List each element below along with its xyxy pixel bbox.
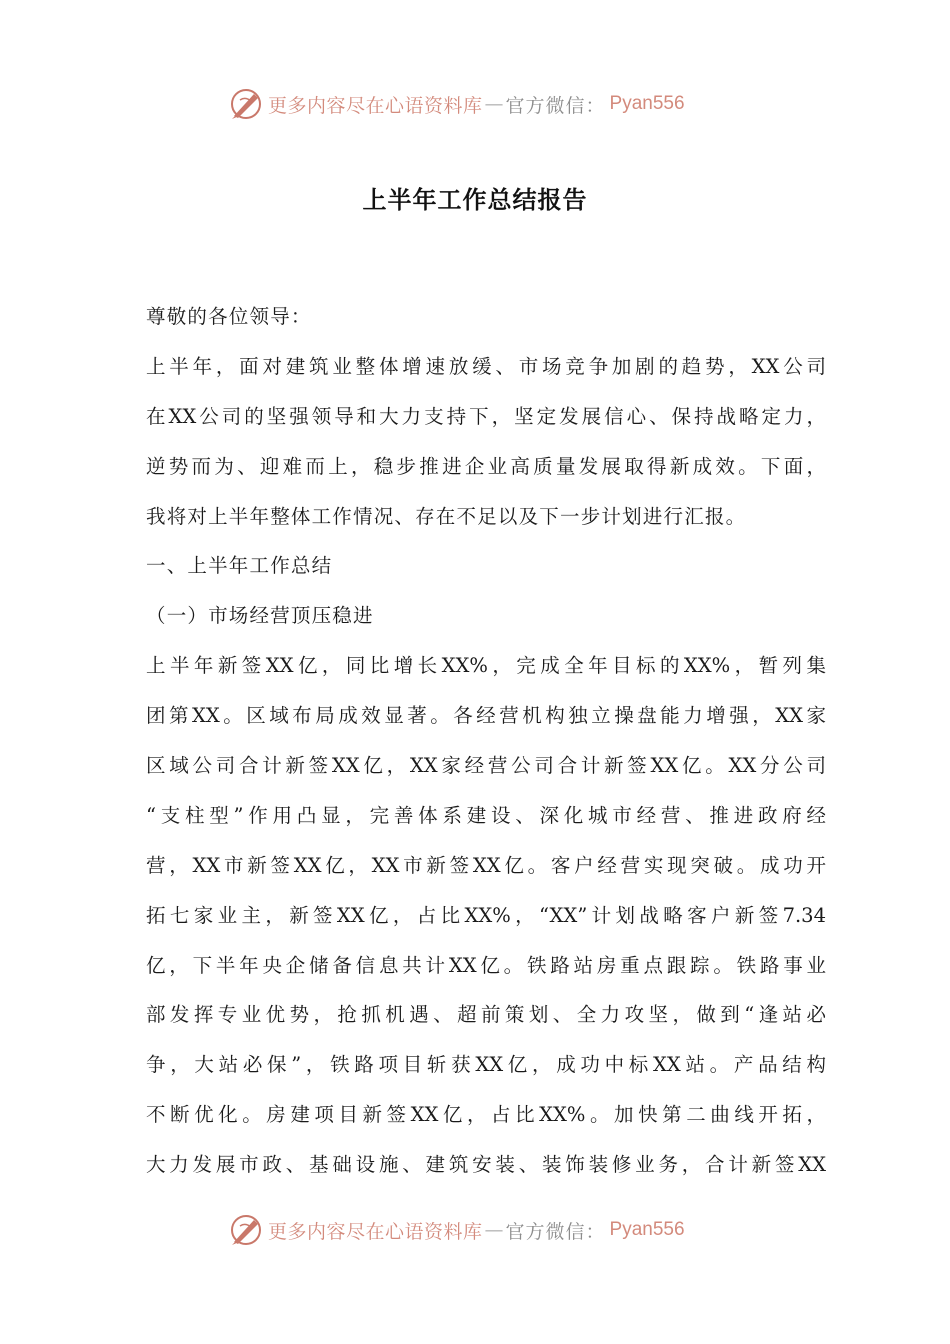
- text-line: 上半年新签XX亿，同比增长XX%，完成全年目标的XX%，暂列集: [146, 654, 826, 678]
- text-line: 拓七家业主，新签XX亿，占比XX%，“XX”计划战略客户新签7.34: [146, 903, 826, 927]
- watermark-wechat-id: Pyan556: [609, 93, 685, 114]
- text-line: 不断优化。房建项目新签XX亿，占比XX%。加快第二曲线开拓，: [146, 1103, 826, 1127]
- text-line: 区域公司合计新签XX亿，XX家经营公司合计新签XX亿。XX分公司: [146, 754, 826, 778]
- text-line: 逆势而为、迎难而上，稳步推进企业高质量发展取得新成效。下面，: [146, 454, 826, 478]
- pen-circle-logo-icon: [228, 1212, 264, 1248]
- pen-circle-logo-icon: [228, 86, 264, 122]
- header-watermark: [228, 84, 788, 124]
- watermark-separator: —: [484, 93, 504, 115]
- text-line: “支柱型”作用凸显，完善体系建设、深化城市经营、推进政府经: [146, 803, 826, 827]
- text-line: 上半年，面对建筑业整体增速放缓、市场竞争加剧的趋势，XX公司: [146, 354, 826, 378]
- text-line: 部发挥专业优势，抢抓机遇、超前策划、全力攻坚，做到“逢站必: [146, 1003, 826, 1027]
- text-line: 营，XX市新签XX亿，XX市新签XX亿。客户经营实现突破。成功开: [146, 853, 826, 877]
- text-line: 大力发展市政、基础设施、建筑安装、装饰装修业务，合计新签XX: [146, 1153, 826, 1177]
- text-line: 在XX公司的坚强领导和大力支持下，坚定发展信心、保持战略定力，: [146, 404, 826, 428]
- section-heading: 一、上半年工作总结: [146, 554, 333, 578]
- text-line: 尊敬的各位领导：: [146, 305, 312, 328]
- subsection-heading: （一）市场经营顶压稳进: [146, 604, 374, 628]
- watermark-separator: —: [484, 1219, 504, 1241]
- watermark-wechat-id: Pyan556: [609, 1219, 685, 1240]
- watermark-wechat-label: 官方微信：: [505, 94, 606, 117]
- text-line: 团第XX。区域布局成效显著。各经营机构独立操盘能力增强，XX家: [146, 704, 826, 728]
- watermark-text: 更多内容尽在心语资料库: [268, 94, 483, 117]
- document-title: 上半年工作总结报告: [362, 185, 588, 214]
- footer-watermark: [228, 1210, 788, 1250]
- text-line: 我将对上半年整体工作情况、存在不足以及下一步计划进行汇报。: [146, 504, 747, 528]
- watermark-wechat-label: 官方微信：: [505, 1220, 606, 1243]
- text-line: 亿，下半年央企储备信息共计XX亿。铁路站房重点跟踪。铁路事业: [146, 953, 826, 977]
- watermark-text: 更多内容尽在心语资料库: [268, 1220, 483, 1243]
- document-body: [146, 292, 826, 1190]
- text-line: 争，大站必保”，铁路项目斩获XX亿，成功中标XX站。产品结构: [146, 1053, 826, 1077]
